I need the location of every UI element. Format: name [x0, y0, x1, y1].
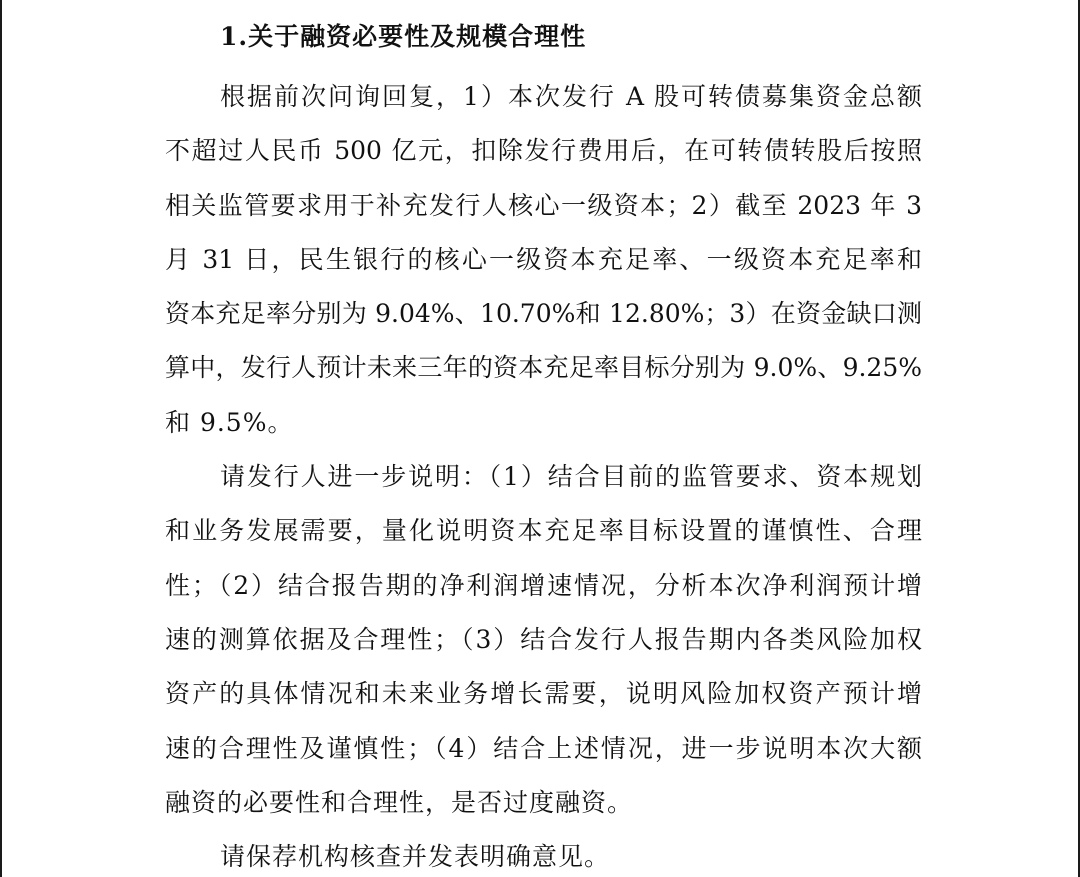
document-body — [165, 14, 922, 877]
paragraph-line: 请保荐机构核查并发表明确意见。 — [220, 842, 611, 872]
paragraph-line: 融资的必要性和合理性，是否过度融资。 — [165, 787, 634, 817]
paragraph-line: 算中，发行人预计未来三年的资本充足率目标分别为 9.0%、9.25% — [165, 353, 922, 383]
paragraph-line: 性；（2）结合报告期的净利润增速情况，分析本次净利润预计增 — [165, 570, 922, 600]
paragraph-line: 根据前次问询回复，1）本次发行 A 股可转债募集资金总额 — [220, 82, 922, 111]
paragraph-line: 资本充足率分别为 9.04%、10.70%和 12.80%；3）在资金缺口测 — [165, 299, 922, 329]
paragraph-questions — [165, 450, 922, 830]
paragraph-line: 请发行人进一步说明：（1）结合目前的监管要求、资本规划 — [220, 462, 922, 492]
paragraph-line: 和 9.5%。 — [165, 407, 294, 437]
paragraph-line: 资产的具体情况和未来业务增长需要，说明风险加权资产预计增 — [165, 679, 922, 709]
paragraph-line: 速的测算依据及合理性；（3）结合发行人报告期内各类风险加权 — [165, 624, 922, 654]
paragraph-line: 月 31 日，民生银行的核心一级资本充足率、一级资本充足率和 — [165, 244, 922, 274]
page-left-border — [0, 0, 2, 877]
paragraph-line: 相关监管要求用于补充发行人核心一级资本；2）截至 2023 年 3 — [165, 190, 922, 220]
paragraph-line: 不超过人民币 500 亿元，扣除发行费用后，在可转债转股后按照 — [165, 136, 922, 166]
paragraph-line: 速的合理性及谨慎性；（4）结合上述情况，进一步说明本次大额 — [165, 733, 922, 763]
paragraph-line: 和业务发展需要，量化说明资本充足率目标设置的谨慎性、合理 — [165, 516, 922, 546]
paragraph-background — [165, 70, 922, 450]
section-heading: 1.关于融资必要性及规模合理性 — [220, 22, 587, 51]
paragraph-sponsor-request — [165, 830, 922, 877]
